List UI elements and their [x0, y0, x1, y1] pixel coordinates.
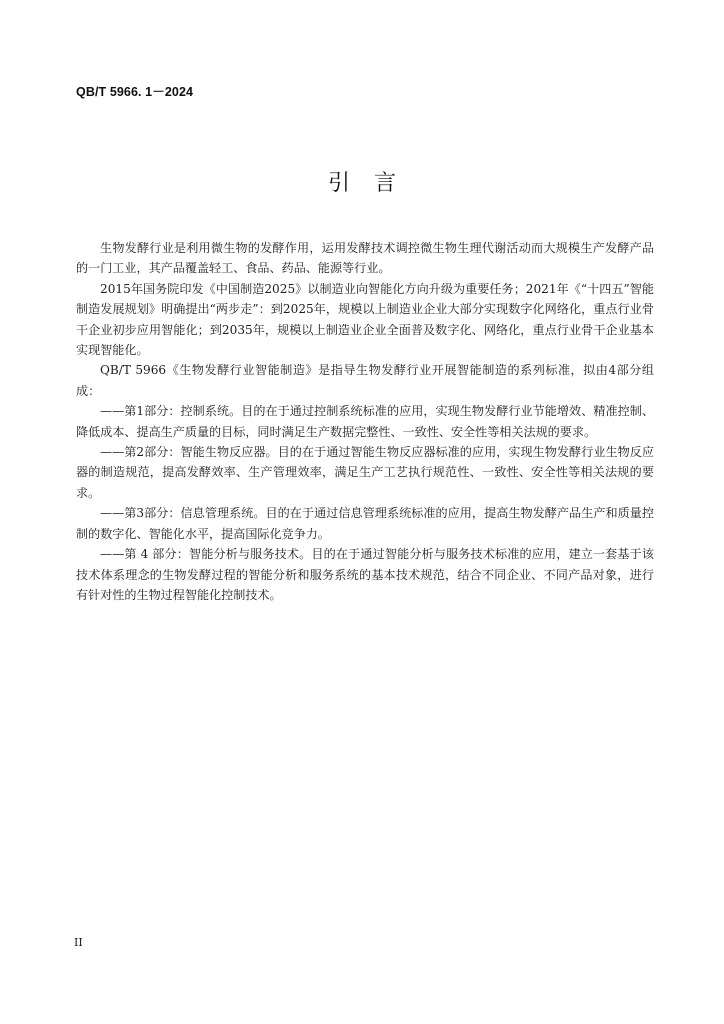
paragraph-policy-background: 2015年国务院印发《中国制造2025》以制造业向智能化方向升级为重要任务；2021年《“十四五”智能制造发展规划》明确提出“两步走”：到2025年，规模以上制造业企业大部分实现数字化网络化，重点行业骨干企业初步应用智能化；到2035年，规模以上制造业企业全面普及数字化、网络化，重点行业骨干企业基本实现智能化。 [76, 281, 654, 358]
paragraph-part-4: ——第 4 部分：智能分析与服务技术。目的在于通过智能分析与服务技术标准的应用，建立一套基于该技术体系理念的生物发酵过程的智能分析和服务系统的基本技术规范，结合不同企业、不同产品对象，进行有针对性的生物过程智能化控制技术。 [76, 547, 654, 602]
page-number: II [74, 936, 83, 949]
paragraph-part-3: ——第3部分：信息管理系统。目的在于通过信息管理系统标准的应用，提高生物发酵产品生产和质量控制的数字化、智能化水平，提高国际化竞争力。 [76, 506, 654, 541]
paragraph-standard-series: QB/T 5966《生物发酵行业智能制造》是指导生物发酵行业开展智能制造的系列标准，拟由4部分组成： [76, 363, 654, 398]
paragraph-part-1: ——第1部分：控制系统。目的在于通过控制系统标准的应用，实现生物发酵行业节能增效、精准控制、降低成本、提高生产质量的目标，同时满足生产数据完整性、一致性、安全性等相关法规的要求。 [76, 404, 654, 439]
section-title: 引言 [327, 171, 420, 196]
paragraph-part-2: ——第2部分：智能生物反应器。目的在于通过智能生物反应器标准的应用，实现生物发酵行业生物反应器的制造规范，提高发酵效率、生产管理效率，满足生产工艺执行规范性、一致性、安全性等相关法规的要求。 [76, 445, 654, 500]
introduction-body [76, 238, 654, 605]
paragraph-industry-overview: 生物发酵行业是利用微生物的发酵作用，运用发酵技术调控微生物生理代谢活动而大规模生产发酵产品的一门工业，其产品覆盖轻工、食品、药品、能源等行业。 [76, 241, 654, 276]
standard-number: QB/T 5966. 1－2024 [76, 85, 194, 99]
